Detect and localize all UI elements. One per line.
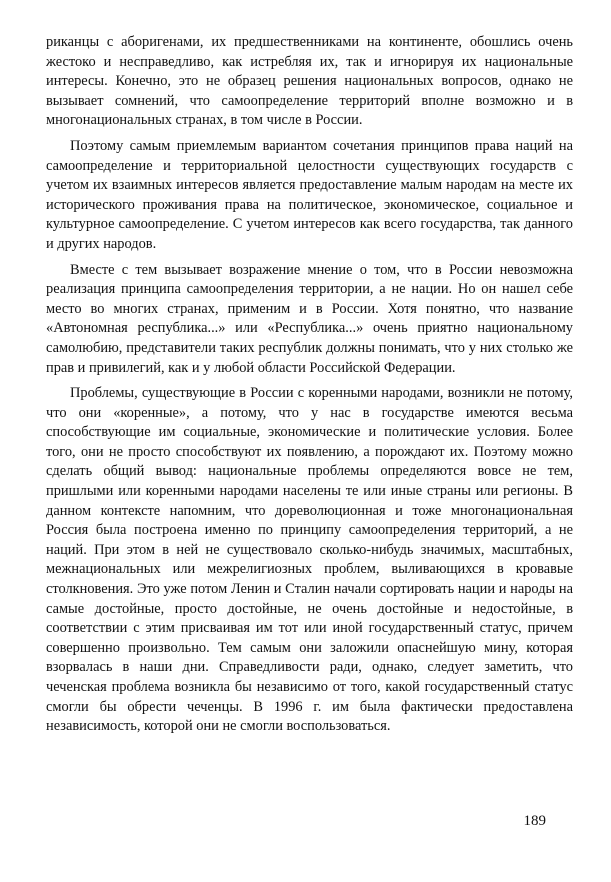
paragraph-2: Поэтому самым приемлемым вариантом сочетания принципов права наций на самоопределение и территориальной целостности существующих государств с учетом их взаимных интересов является предоставление малым народам на месте их исторического проживания права на политическое, экономическое, социальное и культурное самоопределение. С учетом интересов как всего государства, так данного и других народов. <box>46 137 573 252</box>
page-number: 189 <box>523 813 546 829</box>
paragraph-1: риканцы с аборигенами, их предшественниками на континенте, обошлись очень жестоко и несправедливо, как истребляя их, так и игнорируя их национальные интересы. Конечно, это не образец решения национальных вопросов, однако не вызывает сомнений, что самоопределение территорий вполне возможно и в многонациональных странах, в том числе в России. <box>46 34 573 129</box>
paragraph-3: Вместе с тем вызывает возражение мнение о том, что в России невозможна реализация принципа самоопределения территории, а не нации. Но он нашел себе место во многих странах, применим и в России. Хотя понятно, что название «Автономная республика...» или «Республика...» очень приятно национальному самолюбию, представители таких республик должны понимать, что у них столько же прав и привилегий, как и у любой области Российской Федерации. <box>46 261 573 376</box>
page-body <box>46 33 573 737</box>
paragraph-4: Проблемы, существующие в России с коренными народами, возникли не потому, что они «коренные», а потому, что у нас в государстве имеются весьма способствующие им социальные, экономические и политические условия. Более того, они не просто способствуют их появлению, а порождают их. Поэтому можно сделать общий вывод: национальные проблемы определяются вовсе не тем, пришлыми или коренными народами населены те или иные страны или регионы. В данном контексте напомним, что дореволюционная и тоже многонациональная Россия была построена именно по принципу самоопределения территорий, а не наций. При этом в ней не существовало сколько-нибудь значимых, масштабных, межнациональных или межрелигиозных проблем, выливающихся в кровавые столкновения. Это уже потом Ленин и Сталин начали сортировать нации и народы на самые достойные, просто достойные, не очень достойные и недостойные, в соответствии с этим присваивая им тот или иной государственный статус, причем совершенно произвольно. Тем самым они заложили опаснейшую мину, которая взорвалась в наши дни. Справедливости ради, однако, следует заметить, что чеченская проблема возникла бы независимо от того, какой государственный статус смогли бы обрести чеченцы. В 1996 г. им была фактически предоставлена независимость, которой они не смогли воспользоваться. <box>46 385 573 735</box>
